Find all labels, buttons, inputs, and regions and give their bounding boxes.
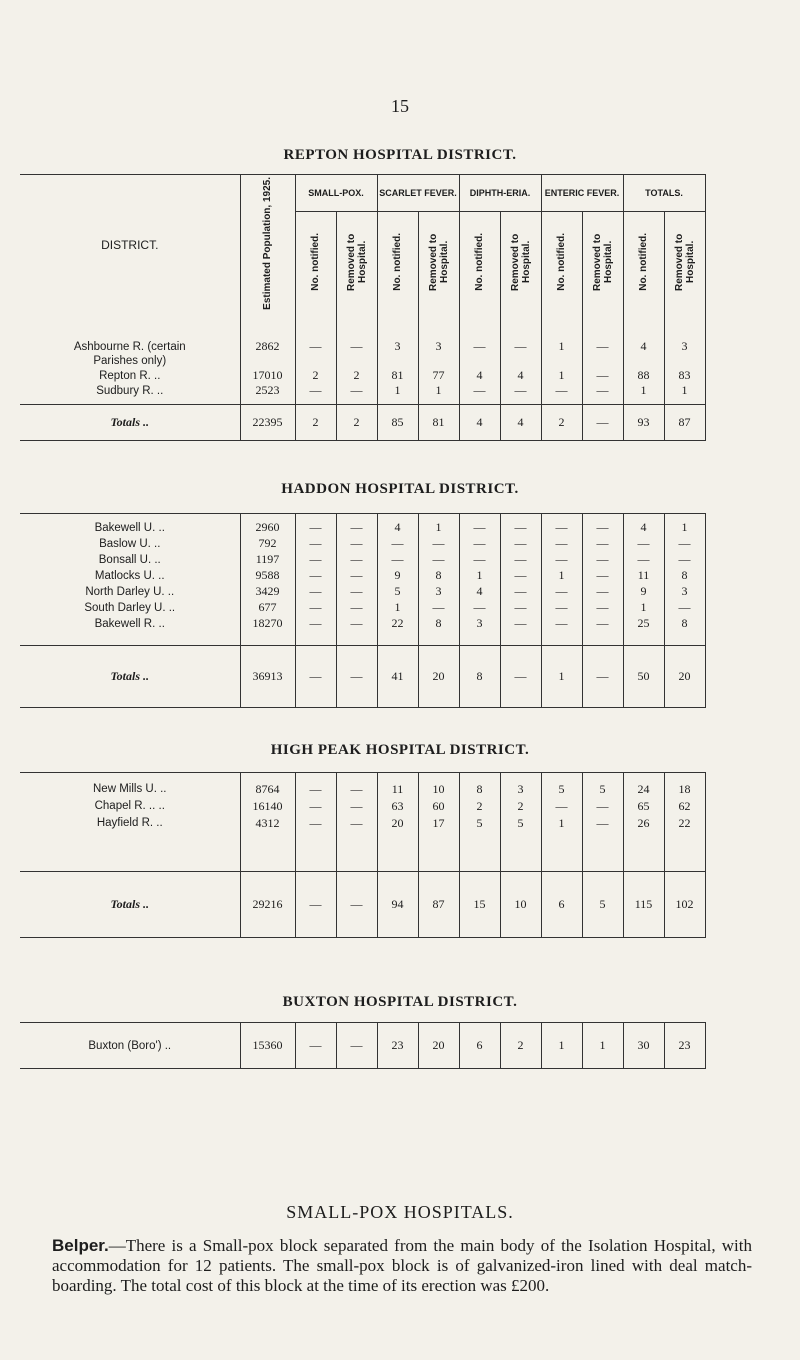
removed-subheader xyxy=(582,212,623,316)
notified-value: — xyxy=(295,552,336,568)
table-row xyxy=(20,383,705,398)
removed-value: — xyxy=(582,339,623,354)
removed-value: — xyxy=(582,584,623,600)
removed-value: — xyxy=(582,600,623,616)
notified-value: 4 xyxy=(459,368,500,383)
removed-value: — xyxy=(500,646,541,708)
removed-value: 87 xyxy=(664,404,705,440)
population-value: 2862 xyxy=(240,339,295,354)
notified-value: — xyxy=(459,520,500,536)
notified-subheader xyxy=(541,212,582,316)
table-row xyxy=(20,520,705,536)
population-value: 2523 xyxy=(240,383,295,398)
table-row xyxy=(20,798,705,815)
population-value xyxy=(240,354,295,368)
population-value: 4312 xyxy=(240,815,295,832)
district-name: New Mills U. .. xyxy=(93,783,167,795)
notified-value: 4 xyxy=(377,520,418,536)
notified-value: 50 xyxy=(623,646,664,708)
removed-value: 1 xyxy=(664,383,705,398)
notified-value: 1 xyxy=(541,339,582,354)
section-title-buxton: BUXTON HOSPITAL DISTRICT. xyxy=(282,994,518,1010)
belper-paragraph xyxy=(52,1236,752,1296)
table-row xyxy=(20,354,705,368)
notified-value: 94 xyxy=(377,872,418,938)
removed-value xyxy=(664,354,705,368)
notified-value: 2 xyxy=(541,404,582,440)
district-header: DISTRICT. xyxy=(20,175,240,316)
removed-value: — xyxy=(336,781,377,798)
removed-value: 83 xyxy=(664,368,705,383)
removed-value: 1 xyxy=(582,1023,623,1069)
notified-value: 88 xyxy=(623,368,664,383)
removed-subheader-label: Removed to Hospital. xyxy=(427,233,450,291)
removed-value: 62 xyxy=(664,798,705,815)
belper-text: —There is a Small-pox block separated from the main body of the Isolation Hospital, with accommodation for 12 patients. The small-pox block is of galvanized-iron lined with deal match-boarding. The total cost of this block at the time of its erection was £200. xyxy=(52,1236,752,1295)
removed-subheader-label: Removed to Hospital. xyxy=(345,233,368,291)
removed-value: — xyxy=(582,368,623,383)
notified-value: 25 xyxy=(623,616,664,632)
population-value: 8764 xyxy=(240,781,295,798)
notified-value: — xyxy=(377,536,418,552)
spacer-row xyxy=(20,832,705,872)
removed-value: 77 xyxy=(418,368,459,383)
notified-value: — xyxy=(623,552,664,568)
notified-value: 11 xyxy=(623,568,664,584)
notified-value: 1 xyxy=(541,1023,582,1069)
population-value: 29216 xyxy=(240,872,295,938)
removed-value: — xyxy=(500,339,541,354)
notified-value: — xyxy=(541,584,582,600)
district-name: Buxton (Boro') .. xyxy=(20,1023,240,1069)
notified-value: — xyxy=(295,616,336,632)
district-name: North Darley U. .. xyxy=(85,585,175,598)
removed-value: — xyxy=(582,798,623,815)
notified-value: 1 xyxy=(377,600,418,616)
removed-subheader-label: Removed to Hospital. xyxy=(509,233,532,291)
notified-value: 4 xyxy=(623,520,664,536)
table-row xyxy=(20,536,705,552)
section-title-haddon: HADDON HOSPITAL DISTRICT. xyxy=(281,481,519,497)
notified-value xyxy=(377,354,418,368)
removed-value: — xyxy=(664,600,705,616)
removed-value: — xyxy=(336,584,377,600)
removed-value: — xyxy=(664,552,705,568)
population-value: 3429 xyxy=(240,584,295,600)
notified-value: 3 xyxy=(377,339,418,354)
removed-value: — xyxy=(418,536,459,552)
table-row xyxy=(20,552,705,568)
district-name: Bakewell U. .. xyxy=(94,521,165,534)
table-row xyxy=(20,600,705,616)
removed-value: 4 xyxy=(500,368,541,383)
notified-subheader-label: No. notified. xyxy=(474,233,485,291)
district-name: Bakewell R. .. xyxy=(94,617,165,630)
notified-value: — xyxy=(459,600,500,616)
removed-value: — xyxy=(582,552,623,568)
removed-value: 3 xyxy=(500,781,541,798)
removed-subheader xyxy=(500,212,541,316)
notified-value: — xyxy=(459,536,500,552)
population-value: 792 xyxy=(240,536,295,552)
notified-value: 6 xyxy=(459,1023,500,1069)
removed-value: — xyxy=(336,536,377,552)
disease-group-header: DIPHTH-ERIA. xyxy=(459,175,541,212)
notified-value: — xyxy=(295,536,336,552)
removed-value: 1 xyxy=(418,383,459,398)
removed-value: 2 xyxy=(336,404,377,440)
removed-value: — xyxy=(582,616,623,632)
notified-value: 63 xyxy=(377,798,418,815)
notified-subheader-label: No. notified. xyxy=(556,233,567,291)
removed-value: — xyxy=(336,872,377,938)
notified-value xyxy=(623,354,664,368)
district-name: Chapel R. .. .. xyxy=(94,800,165,812)
removed-value: — xyxy=(336,520,377,536)
district-name: Bonsall U. .. xyxy=(98,553,161,566)
district-name: Hayfield R. .. xyxy=(96,817,163,829)
removed-value xyxy=(500,354,541,368)
belper-lead: Belper. xyxy=(52,1236,109,1255)
buxton-table xyxy=(20,1022,706,1069)
removed-value: 2 xyxy=(336,368,377,383)
removed-value: 22 xyxy=(664,815,705,832)
population-header-label: Estimated Population, 1925. xyxy=(262,177,273,310)
removed-value: — xyxy=(336,339,377,354)
removed-value: — xyxy=(336,616,377,632)
population-value: 17010 xyxy=(240,368,295,383)
removed-value: 23 xyxy=(664,1023,705,1069)
notified-subheader xyxy=(295,212,336,316)
section-title-repton: REPTON HOSPITAL DISTRICT. xyxy=(283,147,517,163)
population-value: 677 xyxy=(240,600,295,616)
removed-value: — xyxy=(582,520,623,536)
disease-group-header: ENTERIC FEVER. xyxy=(541,175,623,212)
notified-value: 2 xyxy=(295,404,336,440)
removed-value: — xyxy=(500,568,541,584)
district-name: Totals .. xyxy=(20,872,240,938)
removed-value xyxy=(582,354,623,368)
removed-subheader xyxy=(336,212,377,316)
removed-value: 8 xyxy=(418,568,459,584)
notified-value: 1 xyxy=(459,568,500,584)
district-name: Baslow U. .. xyxy=(99,537,161,550)
notified-value: — xyxy=(295,1023,336,1069)
notified-value: — xyxy=(295,872,336,938)
notified-subheader xyxy=(459,212,500,316)
removed-value: 10 xyxy=(500,872,541,938)
population-value: 1197 xyxy=(240,552,295,568)
notified-value: 2 xyxy=(459,798,500,815)
notified-value: 23 xyxy=(377,1023,418,1069)
table-row xyxy=(20,1023,705,1069)
removed-value: 20 xyxy=(418,646,459,708)
notified-value: 1 xyxy=(623,600,664,616)
removed-value: 5 xyxy=(582,781,623,798)
notified-value: — xyxy=(295,781,336,798)
table-row xyxy=(20,368,705,383)
notified-value: 11 xyxy=(377,781,418,798)
district-name: Sudbury R. .. xyxy=(96,384,164,397)
notified-value: — xyxy=(541,520,582,536)
removed-subheader-label: Removed to Hospital. xyxy=(591,233,614,291)
notified-value: 41 xyxy=(377,646,418,708)
table-row xyxy=(20,339,705,354)
smallpox-hospitals-title: SMALL-POX HOSPITALS. xyxy=(286,1202,514,1222)
removed-value: — xyxy=(582,815,623,832)
removed-value: — xyxy=(500,600,541,616)
notified-value: 8 xyxy=(459,781,500,798)
notified-value: — xyxy=(295,584,336,600)
notified-value: — xyxy=(541,536,582,552)
notified-value: 4 xyxy=(459,404,500,440)
notified-value: 4 xyxy=(623,339,664,354)
spacer-row xyxy=(20,632,705,646)
notified-value: 2 xyxy=(295,368,336,383)
notified-value: — xyxy=(459,339,500,354)
population-value: 22395 xyxy=(240,404,295,440)
notified-value: 1 xyxy=(377,383,418,398)
notified-subheader xyxy=(623,212,664,316)
removed-value xyxy=(336,354,377,368)
removed-value: 4 xyxy=(500,404,541,440)
notified-value: — xyxy=(541,600,582,616)
removed-value: — xyxy=(582,646,623,708)
haddon-table xyxy=(20,513,706,708)
notified-value xyxy=(459,354,500,368)
removed-value: — xyxy=(582,568,623,584)
notified-value: — xyxy=(377,552,418,568)
notified-value: 9 xyxy=(623,584,664,600)
removed-value: 2 xyxy=(500,798,541,815)
notified-value: 1 xyxy=(541,646,582,708)
district-name: Ashbourne R. (certain xyxy=(73,340,186,353)
notified-value: 30 xyxy=(623,1023,664,1069)
notified-value: — xyxy=(459,383,500,398)
removed-value: 8 xyxy=(664,616,705,632)
district-name: Totals .. xyxy=(20,646,240,708)
removed-value: — xyxy=(336,815,377,832)
notified-value: 93 xyxy=(623,404,664,440)
removed-value: — xyxy=(336,600,377,616)
notified-value: 5 xyxy=(377,584,418,600)
table-row xyxy=(20,568,705,584)
removed-subheader-label: Removed to Hospital. xyxy=(673,233,696,291)
removed-subheader xyxy=(418,212,459,316)
table-row xyxy=(20,584,705,600)
population-value: 2960 xyxy=(240,520,295,536)
notified-value: — xyxy=(295,798,336,815)
removed-value: 18 xyxy=(664,781,705,798)
notified-value: 5 xyxy=(459,815,500,832)
notified-value: — xyxy=(295,568,336,584)
removed-value: 10 xyxy=(418,781,459,798)
notified-value: 15 xyxy=(459,872,500,938)
notified-value: — xyxy=(295,815,336,832)
removed-value: — xyxy=(500,552,541,568)
notified-value: — xyxy=(295,600,336,616)
removed-value xyxy=(418,354,459,368)
removed-value: — xyxy=(418,600,459,616)
totals-row xyxy=(20,404,705,440)
removed-value: — xyxy=(582,404,623,440)
notified-value xyxy=(541,354,582,368)
removed-value: 3 xyxy=(664,339,705,354)
population-header xyxy=(240,175,295,316)
header-row xyxy=(20,175,705,212)
notified-value: — xyxy=(295,339,336,354)
removed-subheader xyxy=(664,212,705,316)
population-value: 18270 xyxy=(240,616,295,632)
notified-value: 22 xyxy=(377,616,418,632)
page-number: 15 xyxy=(391,96,409,116)
spacer-row xyxy=(20,773,705,781)
notified-value: — xyxy=(541,616,582,632)
notified-value: 6 xyxy=(541,872,582,938)
removed-value: 3 xyxy=(664,584,705,600)
removed-value: 60 xyxy=(418,798,459,815)
notified-value: 3 xyxy=(459,616,500,632)
notified-value: 1 xyxy=(623,383,664,398)
population-value: 16140 xyxy=(240,798,295,815)
notified-value: — xyxy=(541,798,582,815)
notified-value: 9 xyxy=(377,568,418,584)
notified-subheader xyxy=(377,212,418,316)
district-name: Repton R. .. xyxy=(99,369,161,382)
totals-row xyxy=(20,872,705,938)
removed-value: — xyxy=(418,552,459,568)
removed-value: 20 xyxy=(418,1023,459,1069)
notified-value: 4 xyxy=(459,584,500,600)
population-value: 15360 xyxy=(240,1023,295,1069)
notified-value: — xyxy=(295,520,336,536)
removed-value: 17 xyxy=(418,815,459,832)
removed-value: — xyxy=(500,383,541,398)
district-name: South Darley U. .. xyxy=(84,601,176,614)
removed-value: — xyxy=(336,383,377,398)
table-row xyxy=(20,616,705,632)
removed-value: — xyxy=(336,798,377,815)
notified-value: — xyxy=(295,383,336,398)
notified-value: 1 xyxy=(541,815,582,832)
removed-value: 8 xyxy=(664,568,705,584)
removed-value: 81 xyxy=(418,404,459,440)
removed-value: — xyxy=(336,646,377,708)
removed-value: — xyxy=(336,568,377,584)
notified-value: — xyxy=(541,552,582,568)
notified-value: 115 xyxy=(623,872,664,938)
notified-value: 65 xyxy=(623,798,664,815)
notified-subheader-label: No. notified. xyxy=(310,233,321,291)
population-value: 9588 xyxy=(240,568,295,584)
notified-value: 26 xyxy=(623,815,664,832)
notified-value: — xyxy=(541,383,582,398)
district-name: Parishes only) xyxy=(93,355,167,367)
notified-value xyxy=(295,354,336,368)
totals-row xyxy=(20,646,705,708)
disease-group-header: SCARLET FEVER. xyxy=(377,175,459,212)
notified-value: 24 xyxy=(623,781,664,798)
district-name: Totals .. xyxy=(20,404,240,440)
removed-value: 1 xyxy=(664,520,705,536)
removed-value: — xyxy=(500,616,541,632)
population-value: 36913 xyxy=(240,646,295,708)
removed-value: — xyxy=(582,536,623,552)
disease-group-header: TOTALS. xyxy=(623,175,705,212)
notified-value: 1 xyxy=(541,368,582,383)
notified-value: — xyxy=(459,552,500,568)
removed-value: 8 xyxy=(418,616,459,632)
removed-value: 3 xyxy=(418,584,459,600)
removed-value: — xyxy=(500,520,541,536)
removed-value: 2 xyxy=(500,1023,541,1069)
table-row xyxy=(20,815,705,832)
removed-value: 5 xyxy=(500,815,541,832)
notified-value: 85 xyxy=(377,404,418,440)
high-peak-table xyxy=(20,772,706,938)
removed-value: — xyxy=(336,552,377,568)
removed-value: 3 xyxy=(418,339,459,354)
notified-value: — xyxy=(295,646,336,708)
removed-value: 20 xyxy=(664,646,705,708)
removed-value: — xyxy=(336,1023,377,1069)
repton-table xyxy=(20,174,706,441)
notified-value: 5 xyxy=(541,781,582,798)
table-row xyxy=(20,781,705,798)
notified-value: 1 xyxy=(541,568,582,584)
removed-value: — xyxy=(664,536,705,552)
notified-subheader-label: No. notified. xyxy=(638,233,649,291)
removed-value: 1 xyxy=(418,520,459,536)
removed-value: — xyxy=(582,383,623,398)
notified-value: 20 xyxy=(377,815,418,832)
notified-subheader-label: No. notified. xyxy=(392,233,403,291)
removed-value: 5 xyxy=(582,872,623,938)
removed-value: — xyxy=(500,536,541,552)
removed-value: — xyxy=(500,584,541,600)
removed-value: 102 xyxy=(664,872,705,938)
removed-value: 87 xyxy=(418,872,459,938)
district-name: Matlocks U. .. xyxy=(94,569,165,582)
section-title-high-peak: HIGH PEAK HOSPITAL DISTRICT. xyxy=(270,742,530,758)
disease-group-header: SMALL-POX. xyxy=(295,175,377,212)
spacer-row xyxy=(20,315,705,339)
notified-value: 8 xyxy=(459,646,500,708)
notified-value: 81 xyxy=(377,368,418,383)
notified-value: — xyxy=(623,536,664,552)
